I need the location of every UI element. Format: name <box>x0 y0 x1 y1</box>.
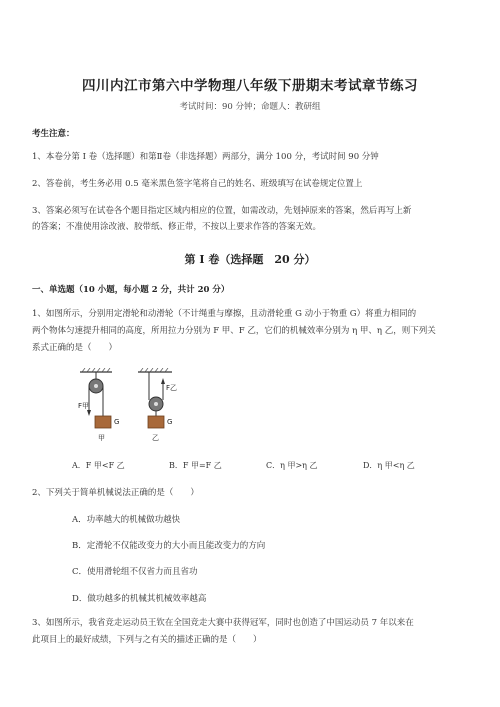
q2-option-d[interactable]: D．做功越多的机械其机械效率越高 <box>72 594 207 604</box>
q1-choice-c[interactable]: C．η 甲>η 乙 <box>266 461 318 470</box>
force-right-label: F乙 <box>166 384 178 392</box>
q2-option-c[interactable]: C．使用滑轮组不仅省力而且省功 <box>72 567 198 577</box>
fixed-pulley-diagram <box>80 368 112 428</box>
part-heading: 一、单选题（10 小题，每小题 2 分，共计 20 分） <box>32 285 230 295</box>
q3-line-2: 此项目上的最好成绩，下列与之有关的描述正确的是（ ） <box>32 635 262 645</box>
q1-line-1: 1、如图所示，分别用定滑轮和动滑轮（不计绳重与摩擦，且动滑轮重 G 动小于物重 G）将重力相同的 <box>32 309 417 319</box>
q2-option-b[interactable]: B．定滑轮不仅能改变力的大小而且能改变力的方向 <box>72 541 266 551</box>
q1-line-2: 两个物体匀速提升相同的高度，所用拉力分别为 F 甲、F 乙，它们的机械效率分别为 η 甲、η 乙，则下列关 <box>32 326 436 336</box>
weight-right-label: G <box>167 418 173 426</box>
q2-option-a[interactable]: A．功率越大的机械做功越快 <box>72 515 181 525</box>
notice-heading: 考生注意： <box>32 129 75 139</box>
exam-meta: 考试时间：90 分钟；命题人：教研组 <box>179 102 321 112</box>
notice-item-1: 1、本卷分第 I 卷（选择题）和第Ⅱ卷（非选择题）两部分，满分 100 分，考试时间 90 分钟 <box>32 152 379 162</box>
q1-choice-d[interactable]: D．η 甲<η 乙 <box>363 461 415 470</box>
notice-item-3-cont: 的答案；不准使用涂改液、胶带纸、修正带，不按以上要求作答的答案无效。 <box>32 222 322 232</box>
q1-choice-b[interactable]: B．F 甲=F 乙 <box>169 461 222 470</box>
q2-stem: 2、下列关于简单机械说法正确的是（ ） <box>32 488 199 498</box>
pulley-figure <box>76 368 186 446</box>
force-left-label: F甲 <box>78 402 90 410</box>
section-title: 第 I 卷（选择题 20 分） <box>184 253 316 266</box>
weight-left-label: G <box>114 418 120 426</box>
page-title: 四川内江市第六中学物理八年级下册期末考试章节练习 <box>82 78 418 94</box>
q1-choice-a[interactable]: A．F 甲<F 乙 <box>72 461 125 470</box>
caption-left: 甲 <box>98 434 105 442</box>
q1-line-3: 系式正确的是（ ） <box>32 343 118 353</box>
notice-item-2: 2、答卷前，考生务必用 0.5 毫米黑色签字笔将自己的姓名、班级填写在试卷规定位置上 <box>32 179 363 189</box>
caption-right: 乙 <box>152 434 159 442</box>
q3-line-1: 3、如图所示，我省竞走运动员王钦在全国竞走大赛中获得冠军，同时也创造了中国运动员 7 年以来在 <box>32 618 414 628</box>
notice-item-3: 3、答案必须写在试卷各个题目指定区域内相应的位置，如需改动，先划掉原来的答案，然后再写上新 <box>32 206 412 216</box>
